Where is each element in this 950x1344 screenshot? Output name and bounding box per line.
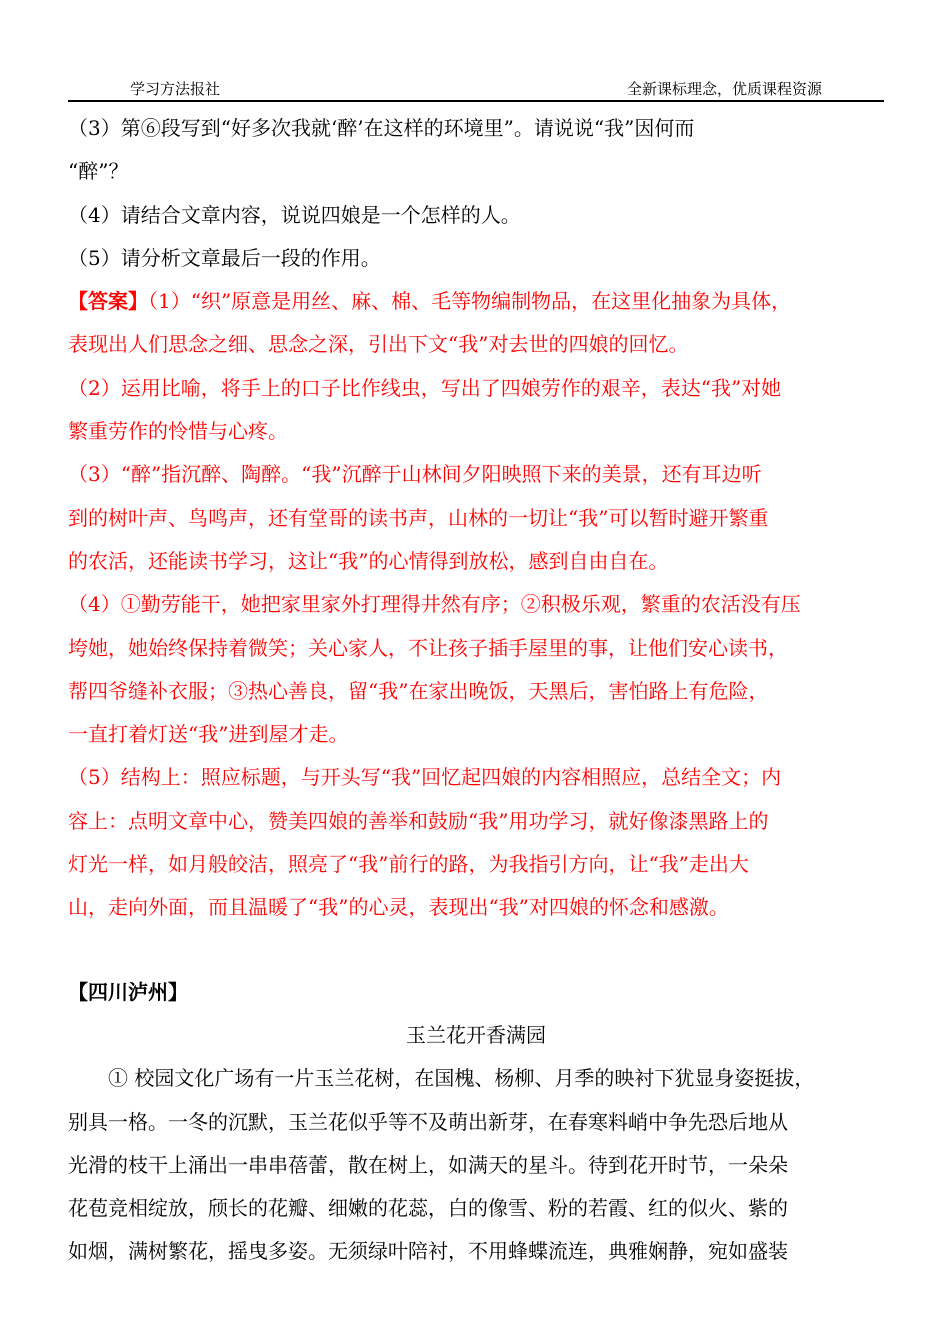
answer-line: 到的树叶声、鸟鸣声，还有堂哥的读书声，山林的一切让“我”可以暂时避开繁重 [68,505,769,530]
spacer [68,930,894,971]
answer-line: 一直打着灯送“我”进到屋才走。 [68,722,349,747]
answer-line: 表现出人们思念之细、思念之深，引出下文“我”对去世的四娘的回忆。 [68,332,689,357]
paragraph-line: 别具一格。一冬的沉默，玉兰花似乎等不及萌出新芽，在春寒料峭中争先恐后地从 [68,1109,788,1134]
answer-line: 灯光一样，如月般皎洁，照亮了“我”前行的路，为我指引方向，让“我”走出大 [68,852,749,877]
answer-line: （4）①勤劳能干，她把家里家外打理得井然有序；②积极乐观，繁重的农活没有压 [68,592,801,617]
answer-line: 帮四爷缝补衣服；③热心善良，留“我”在家出晚饭，天黑后，害怕路上有危险， [68,678,769,703]
section-heading: 【四川泸州】 [68,979,188,1004]
header-slogan: 全新课标理念，优质课程资源 [626,80,822,98]
answer-line: （5）结构上：照应标题，与开头写“我”回忆起四娘的内容相照应，总结全文；内 [68,765,782,790]
answer-line: 垮她，她始终保持着微笑；关心家人，不让孩子插手屋里的事，让他们安心读书， [68,635,788,660]
publisher-name: 学习方法报社 [130,80,221,98]
article-title: 玉兰花开香满园 [406,1022,546,1047]
answer-line: 容上：点明文章中心，赞美四娘的善举和鼓励“我”用功学习，就好像漆黑路上的 [68,808,769,833]
answer-line: 山，走向外面，而且温暖了“我”的心灵，表现出“我”对四娘的怀念和感激。 [68,895,729,920]
answer-line: 的农活，还能读书学习，这让“我”的心情得到放松，感到自由自在。 [68,548,669,573]
answer-text: （1）“织”原意是用丝、麻、棉、毛等物编制物品，在这里化抽象为具体， [148,289,792,314]
answer-line [68,280,894,323]
question-3-line-2: “醉”？ [68,159,129,184]
question-4: （4）请结合文章内容，说说四娘是一个怎样的人。 [68,202,521,227]
paragraph-line: 光滑的枝干上涌出一串串蓓蕾，散在树上，如满天的星斗。待到花开时节，一朵朵 [68,1152,788,1177]
page-header [68,78,884,102]
question-5: （5）请分析文章最后一段的作用。 [68,245,381,270]
paragraph-line: 如烟，满树繁花，摇曳多姿。无须绿叶陪衬，不用蜂蝶流连，典雅娴静，宛如盛装 [68,1239,788,1264]
answer-line: （3）“醉”指沉醉、陶醉。“我”沉醉于山林间夕阳映照下来的美景，还有耳边听 [68,462,762,487]
paragraph-line: ① 校园文化广场有一片玉兰花树，在国槐、杨柳、月季的映衬下犹显身姿挺拔， [108,1066,815,1091]
answer-line: 繁重劳作的怜惜与心疼。 [68,419,288,444]
answer-line: （2）运用比喻，将手上的口子比作线虫，写出了四娘劳作的艰辛，表达“我”对她 [68,375,782,400]
answer-label: 【答案】 [68,289,148,314]
question-3-line-1: （3）第⑥段写到“好多次我就‘醉’在这样的环境里”。请说说“我”因何而 [68,116,695,140]
paragraph-line: 花苞竞相绽放，颀长的花瓣、细嫩的花蕊，白的像雪、粉的若霞、红的似火、紫的 [68,1196,788,1221]
document-body [68,107,894,1274]
